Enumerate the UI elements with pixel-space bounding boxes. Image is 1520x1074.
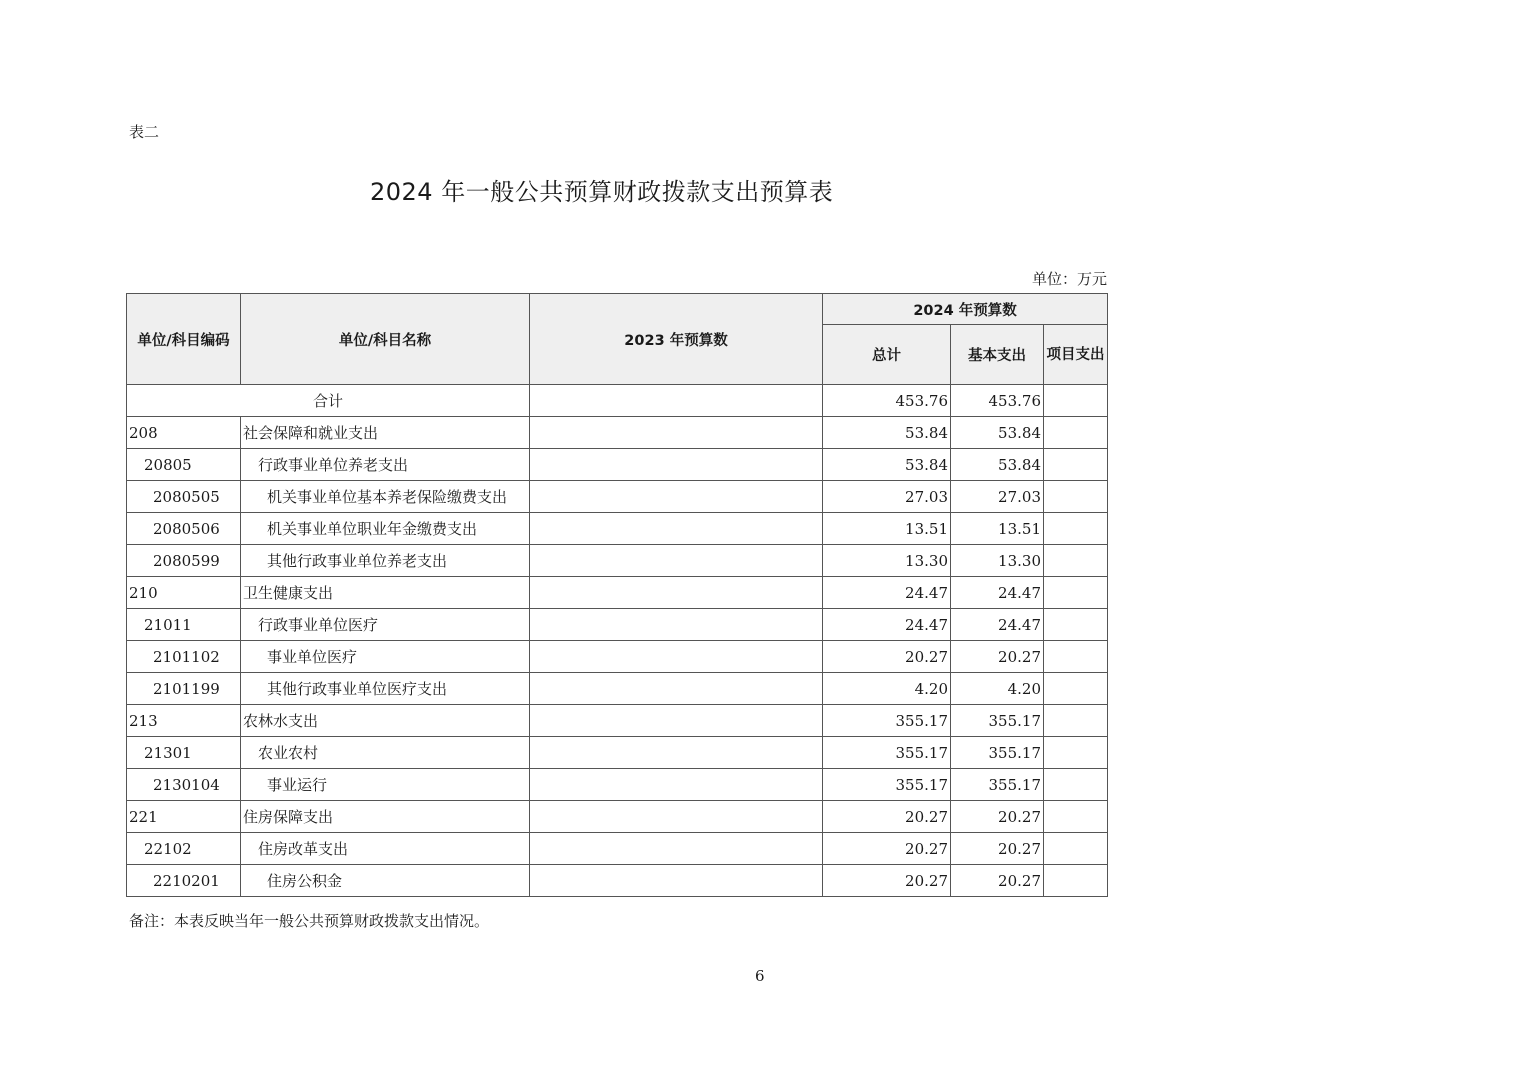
row-total: 13.30 — [823, 545, 951, 577]
header-basic: 基本支出 — [951, 325, 1044, 385]
total-amount: 453.76 — [823, 385, 951, 417]
total-basic: 453.76 — [951, 385, 1044, 417]
row-code: 210 — [127, 577, 241, 609]
row-name: 社会保障和就业支出 — [241, 417, 530, 449]
row-basic: 20.27 — [951, 865, 1044, 897]
row-project — [1044, 673, 1108, 705]
row-code: 2130104 — [127, 769, 241, 801]
row-name: 住房公积金 — [241, 865, 530, 897]
row-name: 其他行政事业单位养老支出 — [241, 545, 530, 577]
row-name: 其他行政事业单位医疗支出 — [241, 673, 530, 705]
row-prev — [530, 641, 823, 673]
header-project: 项目支出 — [1044, 325, 1108, 385]
row-code: 221 — [127, 801, 241, 833]
row-code: 2101102 — [127, 641, 241, 673]
row-total: 355.17 — [823, 737, 951, 769]
row-code: 2210201 — [127, 865, 241, 897]
header-name: 单位/科目名称 — [241, 294, 530, 385]
row-total: 53.84 — [823, 449, 951, 481]
table-row — [127, 641, 1108, 673]
row-name: 机关事业单位职业年金缴费支出 — [241, 513, 530, 545]
row-prev — [530, 481, 823, 513]
row-prev — [530, 449, 823, 481]
row-project — [1044, 705, 1108, 737]
table-row — [127, 833, 1108, 865]
table-row — [127, 481, 1108, 513]
row-project — [1044, 577, 1108, 609]
header-cur-year: 2024 年预算数 — [823, 294, 1108, 325]
table-row — [127, 609, 1108, 641]
row-project — [1044, 609, 1108, 641]
row-name: 事业单位医疗 — [241, 641, 530, 673]
row-name: 农业农村 — [241, 737, 530, 769]
row-project — [1044, 481, 1108, 513]
row-project — [1044, 449, 1108, 481]
page-title: 2024 年一般公共预算财政拨款支出预算表 — [370, 178, 834, 206]
row-name: 行政事业单位养老支出 — [241, 449, 530, 481]
row-name: 住房保障支出 — [241, 801, 530, 833]
row-prev — [530, 769, 823, 801]
row-project — [1044, 737, 1108, 769]
header-row — [127, 294, 1108, 325]
row-code: 22102 — [127, 833, 241, 865]
row-prev — [530, 577, 823, 609]
row-total: 4.20 — [823, 673, 951, 705]
row-basic: 24.47 — [951, 577, 1044, 609]
row-prev — [530, 705, 823, 737]
row-prev — [530, 417, 823, 449]
row-basic: 4.20 — [951, 673, 1044, 705]
header-code: 单位/科目编码 — [127, 294, 241, 385]
row-project — [1044, 833, 1108, 865]
row-project — [1044, 545, 1108, 577]
table-row — [127, 513, 1108, 545]
row-total: 355.17 — [823, 705, 951, 737]
row-code: 208 — [127, 417, 241, 449]
row-prev — [530, 737, 823, 769]
table-row — [127, 577, 1108, 609]
table-row — [127, 417, 1108, 449]
row-code: 21301 — [127, 737, 241, 769]
row-total: 53.84 — [823, 417, 951, 449]
header-total: 总计 — [823, 325, 951, 385]
row-basic: 355.17 — [951, 705, 1044, 737]
total-prev — [530, 385, 823, 417]
row-basic: 24.47 — [951, 609, 1044, 641]
total-label: 合计 — [127, 385, 530, 417]
row-prev — [530, 833, 823, 865]
row-total: 20.27 — [823, 801, 951, 833]
row-project — [1044, 801, 1108, 833]
row-project — [1044, 769, 1108, 801]
table-label: 表二 — [129, 123, 160, 141]
table-row — [127, 769, 1108, 801]
row-prev — [530, 865, 823, 897]
table-row — [127, 737, 1108, 769]
row-basic: 53.84 — [951, 417, 1044, 449]
footer-note: 备注：本表反映当年一般公共预算财政拨款支出情况。 — [129, 912, 490, 930]
row-basic: 27.03 — [951, 481, 1044, 513]
row-total: 20.27 — [823, 865, 951, 897]
row-total: 13.51 — [823, 513, 951, 545]
row-basic: 20.27 — [951, 641, 1044, 673]
table-row — [127, 865, 1108, 897]
row-code: 2080506 — [127, 513, 241, 545]
row-project — [1044, 641, 1108, 673]
row-code: 21011 — [127, 609, 241, 641]
budget-table — [126, 293, 1108, 897]
row-basic: 355.17 — [951, 737, 1044, 769]
row-basic: 355.17 — [951, 769, 1044, 801]
row-name: 住房改革支出 — [241, 833, 530, 865]
row-project — [1044, 417, 1108, 449]
table-row — [127, 449, 1108, 481]
row-project — [1044, 865, 1108, 897]
row-name: 农林水支出 — [241, 705, 530, 737]
unit-label: 单位：万元 — [1031, 270, 1107, 288]
row-name: 机关事业单位基本养老保险缴费支出 — [241, 481, 530, 513]
row-prev — [530, 545, 823, 577]
row-prev — [530, 609, 823, 641]
table-row — [127, 801, 1108, 833]
row-code: 2080599 — [127, 545, 241, 577]
row-name: 卫生健康支出 — [241, 577, 530, 609]
table-row — [127, 545, 1108, 577]
row-prev — [530, 513, 823, 545]
row-project — [1044, 513, 1108, 545]
row-total: 24.47 — [823, 577, 951, 609]
row-basic: 13.51 — [951, 513, 1044, 545]
row-code: 2080505 — [127, 481, 241, 513]
row-total: 27.03 — [823, 481, 951, 513]
row-total: 20.27 — [823, 641, 951, 673]
row-name: 行政事业单位医疗 — [241, 609, 530, 641]
row-total: 24.47 — [823, 609, 951, 641]
row-name: 事业运行 — [241, 769, 530, 801]
row-code: 2101199 — [127, 673, 241, 705]
row-basic: 20.27 — [951, 833, 1044, 865]
row-basic: 53.84 — [951, 449, 1044, 481]
page-number: 6 — [755, 967, 765, 985]
row-code: 20805 — [127, 449, 241, 481]
row-basic: 20.27 — [951, 801, 1044, 833]
table-row — [127, 673, 1108, 705]
row-total: 355.17 — [823, 769, 951, 801]
row-prev — [530, 673, 823, 705]
row-total: 20.27 — [823, 833, 951, 865]
total-row — [127, 385, 1108, 417]
row-code: 213 — [127, 705, 241, 737]
total-project — [1044, 385, 1108, 417]
row-basic: 13.30 — [951, 545, 1044, 577]
row-prev — [530, 801, 823, 833]
table-row — [127, 705, 1108, 737]
header-prev-year: 2023 年预算数 — [530, 294, 823, 385]
